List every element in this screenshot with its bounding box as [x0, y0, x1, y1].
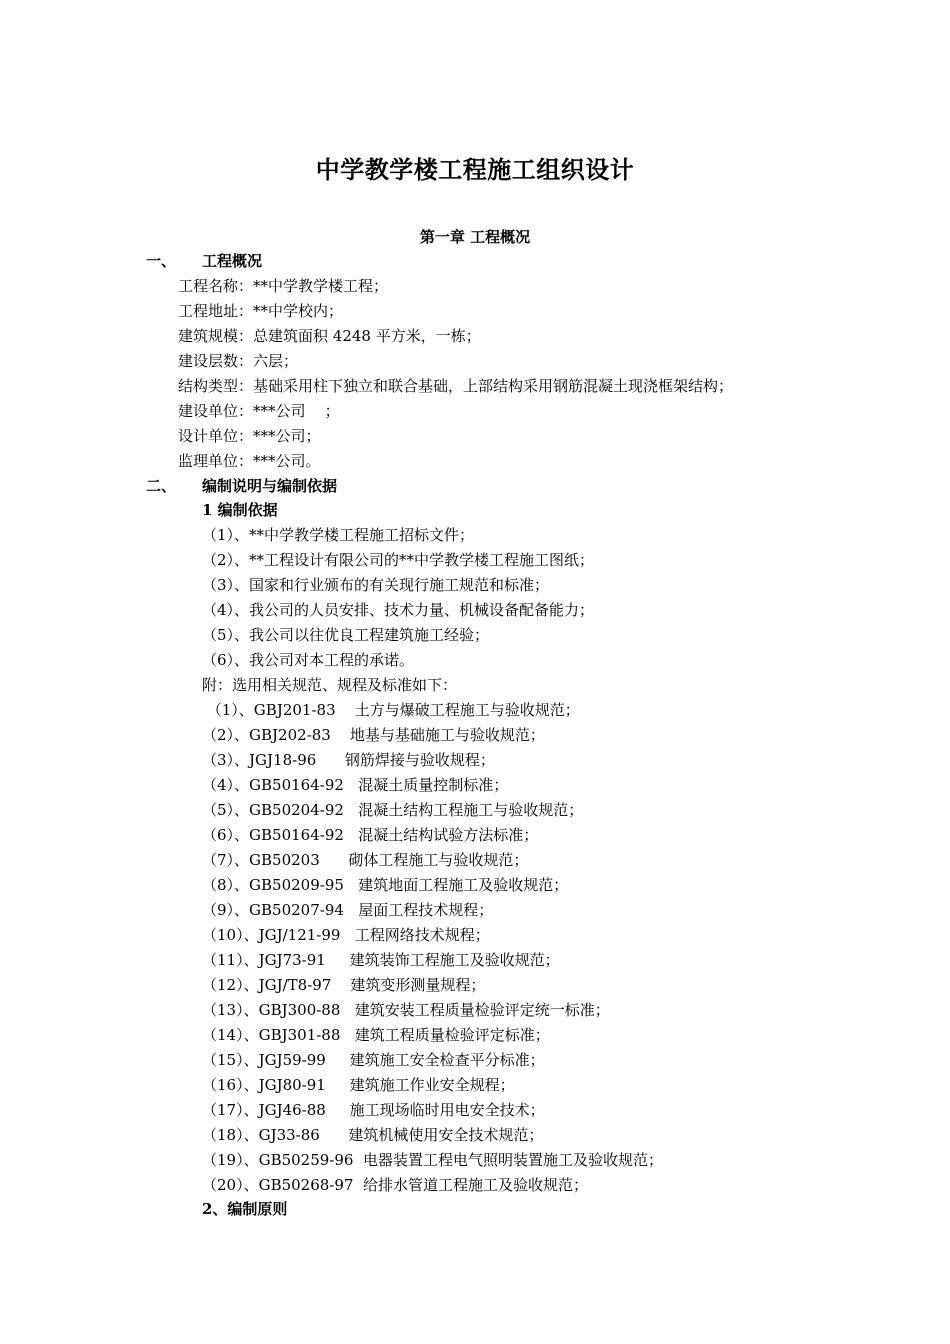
standard-item: （14）、GBJ301-88 建筑工程质量检验评定标准；	[202, 1026, 550, 1044]
supervisor-line: 监理单位：***公司。	[178, 452, 321, 470]
subsection-basis-heading: 1 编制依据	[202, 501, 278, 519]
basis-item: （3）、国家和行业颁布的有关现行施工规范和标准；	[202, 576, 550, 594]
standard-item: （5）、GB50204-92 混凝土结构工程施工与验收规范；	[202, 801, 584, 819]
owner-line: 建设单位：***公司 ；	[178, 402, 340, 420]
designer-line: 设计单位：***公司；	[178, 427, 321, 445]
section1-heading: 工程概况	[202, 252, 263, 270]
standard-item: （20）、GB50268-97 给排水管道工程施工及验收规范；	[202, 1176, 589, 1194]
standard-item: （12）、JGJ/T8-97 建筑变形测量规程；	[202, 976, 486, 994]
project-address-line: 工程地址：**中学校内；	[178, 302, 344, 320]
floors-line: 建设层数：六层；	[178, 352, 299, 370]
section1-number: 一、	[146, 252, 177, 270]
standard-item: （1）、GBJ201-83 土方与爆破工程施工与验收规范；	[202, 701, 580, 719]
standard-item: （3）、JGJ18-96 钢筋焊接与验收规程；	[202, 751, 495, 769]
standard-item: （8）、GB50209-95 建筑地面工程施工及验收规范；	[202, 876, 569, 894]
structure-type-line: 结构类型：基础采用柱下独立和联合基础，上部结构采用钢筋混凝土现浇框架结构；	[178, 377, 734, 395]
standard-item: （13）、GBJ300-88 建筑安装工程质量检验评定统一标准；	[202, 1001, 610, 1019]
standard-item: （16）、JGJ80-91 建筑施工作业安全规程；	[202, 1076, 515, 1094]
standard-item: （19）、GB50259-96 电器装置工程电气照明装置施工及验收规范；	[202, 1151, 664, 1169]
standard-item: （17）、JGJ46-88 施工现场临时用电安全技术；	[202, 1101, 545, 1119]
standard-item: （4）、GB50164-92 混凝土质量控制标准；	[202, 776, 509, 794]
standard-item: （6）、GB50164-92 混凝土结构试验方法标准；	[202, 826, 539, 844]
section2-number: 二、	[146, 477, 177, 495]
standard-item: （2）、GBJ202-83 地基与基础施工与验收规范；	[202, 726, 545, 744]
document-title: 中学教学楼工程施工组织设计	[315, 155, 635, 184]
appendix-line: 附：选用相关规范、规程及标准如下：	[202, 676, 458, 694]
standard-item: （11）、JGJ73-91 建筑装饰工程施工及验收规范；	[202, 951, 560, 969]
section2-heading: 编制说明与编制依据	[202, 477, 338, 495]
chapter-heading: 第一章 工程概况	[419, 228, 531, 246]
building-scale-line: 建筑规模：总建筑面积 4248 平方米，一栋；	[178, 327, 481, 345]
standard-item: （7）、GB50203 砌体工程施工与验收规范；	[202, 851, 529, 869]
basis-item: （2）、**工程设计有限公司的**中学教学楼工程施工图纸；	[202, 551, 595, 569]
standard-item: （10）、JGJ/121-99 工程网络技术规程；	[202, 926, 490, 944]
basis-item: （6）、我公司对本工程的承诺。	[202, 651, 415, 669]
subsection-principles-heading: 2、编制原则	[202, 1200, 288, 1218]
project-name-line: 工程名称：**中学教学楼工程；	[178, 277, 389, 295]
standard-item: （18）、GJ33-86 建筑机械使用安全技术规范；	[202, 1126, 544, 1144]
basis-item: （4）、我公司的人员安排、技术力量、机械设备配备能力；	[202, 601, 595, 619]
standard-item: （15）、JGJ59-99 建筑施工安全检查平分标准；	[202, 1051, 545, 1069]
basis-item: （1）、**中学教学楼工程施工招标文件；	[202, 526, 475, 544]
basis-item: （5）、我公司以往优良工程建筑施工经验；	[202, 626, 490, 644]
standard-item: （9）、GB50207-94 屋面工程技术规程；	[202, 901, 494, 919]
